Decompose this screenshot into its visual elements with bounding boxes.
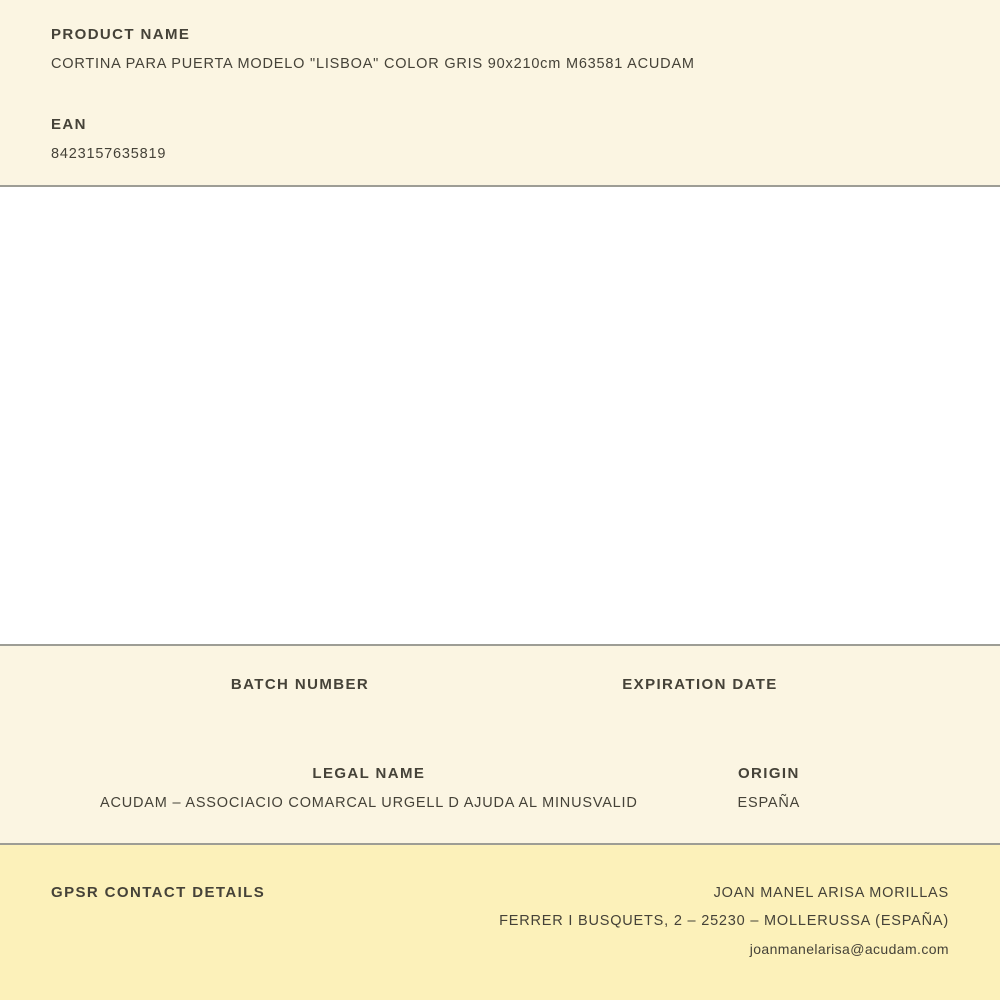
- origin-label: ORIGIN: [737, 765, 800, 782]
- gpsr-contact-block: [499, 879, 949, 963]
- legal-name-field: [100, 765, 638, 812]
- expiration-date-field: [500, 676, 900, 723]
- batch-number-field: [100, 676, 500, 723]
- legal-name-value: ACUDAM – ASSOCIACIO COMARCAL URGELL D AJUDA AL MINUSVALID: [100, 795, 638, 811]
- product-name-field: [51, 26, 949, 73]
- batch-number-value: [100, 705, 500, 723]
- fields-row-batch-expiration: [100, 676, 900, 723]
- contact-address: FERRER I BUSQUETS, 2 – 25230 – MOLLERUSSA (ESPAÑA): [499, 913, 949, 929]
- gpsr-section: [0, 845, 1000, 1000]
- origin-value: ESPAÑA: [737, 795, 801, 811]
- expiration-date-value: [500, 705, 900, 723]
- fields-section: [0, 644, 1000, 845]
- content-placeholder: [0, 187, 1000, 644]
- ean-field: [51, 116, 949, 163]
- product-name-label: PRODUCT NAME: [51, 26, 191, 43]
- contact-name: JOAN MANEL ARISA MORILLAS: [713, 885, 949, 901]
- gpsr-label: GPSR CONTACT DETAILS: [51, 884, 266, 901]
- fields-row-legal-origin: [100, 723, 900, 812]
- ean-value: 8423157635819: [51, 146, 167, 162]
- product-name-value: CORTINA PARA PUERTA MODELO "LISBOA" COLOR GRIS 90x210cm M63581 ACUDAM: [51, 56, 695, 72]
- product-info-section: [0, 0, 1000, 187]
- contact-email: joanmanelarisa@acudam.com: [749, 941, 949, 957]
- batch-number-label: BATCH NUMBER: [230, 676, 370, 693]
- origin-field: [638, 765, 900, 812]
- expiration-date-label: EXPIRATION DATE: [622, 676, 778, 693]
- legal-name-label: LEGAL NAME: [312, 765, 426, 782]
- ean-label: EAN: [51, 116, 87, 133]
